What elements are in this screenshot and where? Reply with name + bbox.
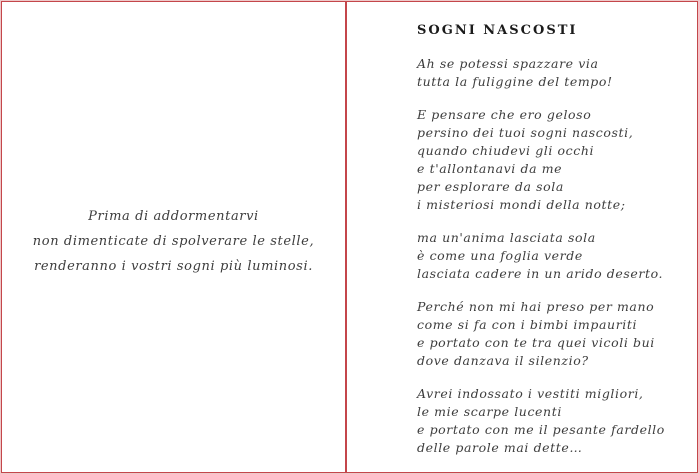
poem-line: dove danzava il silenzio? [417,353,589,368]
poem-line: persino dei tuoi sogni nascosti, [417,125,634,140]
poem-line: lasciata cadere in un arido deserto. [417,266,664,281]
poem-line: E pensare che ero geloso [417,107,592,122]
poem-line: ma un'anima lasciata sola [417,230,596,245]
poem-line: tutta la fuliggine del tempo! [417,74,613,89]
poem-line: quando chiudevi gli occhi [417,143,595,158]
poem-line: Ah se potessi spazzare via [417,56,599,71]
poem-line: Avrei indossato i vestiti migliori, [417,386,644,401]
poem-line: i misteriosi mondi della notte; [417,197,626,212]
page-inner-frame [1,1,698,473]
poem-stanza-4 [417,298,689,370]
quote-line: Prima di addormentarvi [88,208,259,224]
poem-stanza-5 [417,385,689,457]
right-page [347,2,697,472]
quote-line: renderanno i vostri sogni più luminosi. [34,258,313,274]
poem-stanza-2 [417,106,689,214]
quote-line: non dimenticate di spolverare le stelle, [32,233,315,249]
poem-line: e portato con te tra quei vicoli bui [417,335,655,350]
poem-line: delle parole mai dette… [417,440,583,455]
poem-stanza-3 [417,229,689,283]
poem-line: e portato con me il pesante fardello [417,422,665,437]
poem-line: per esplorare da sola [417,179,564,194]
poem-stanza-1 [417,55,689,91]
poem-title: SOGNI NASCOSTI [417,23,578,38]
left-page [2,2,345,472]
poem-line: come si fa con i bimbi impauriti [417,317,638,332]
poem-line: è come una foglia verde [417,248,583,263]
poem-line: e t'allontanavi da me [417,161,563,176]
poem-line: le mie scarpe lucenti [417,404,562,419]
poem-line: Perché non mi hai preso per mano [417,299,655,314]
